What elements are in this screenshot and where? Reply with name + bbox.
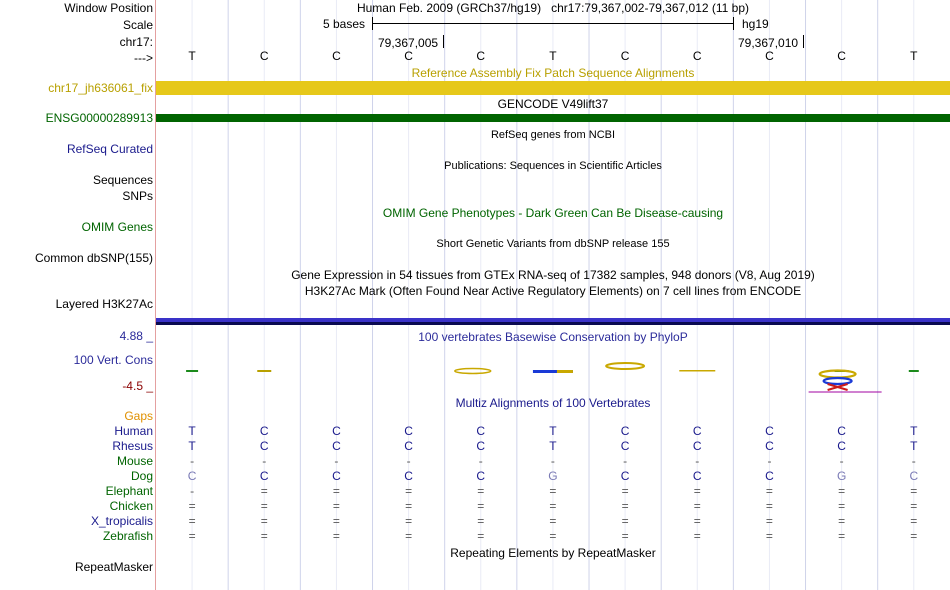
publications-track-title: Publications: Sequences in Scientific Articles xyxy=(444,160,662,172)
species-label-chicken[interactable]: Chicken xyxy=(109,499,153,513)
alignment-base: C xyxy=(620,439,630,453)
species-label-zebrafish[interactable]: Zebrafish xyxy=(102,529,153,543)
conservation-logo-plot xyxy=(156,358,950,394)
alignment-base: C xyxy=(404,439,413,453)
alignment-base: - xyxy=(695,454,700,468)
alignment-base: C xyxy=(620,424,630,438)
alignment-base: = xyxy=(260,499,268,513)
refseq-track-title: RefSeq genes from NCBI xyxy=(490,129,616,141)
alignment-base: = xyxy=(405,529,413,543)
alignment-base: = xyxy=(838,529,846,543)
alignment-base: - xyxy=(911,454,916,468)
alignment-base: = xyxy=(260,514,268,528)
alignment-base: T xyxy=(188,424,196,438)
coord-label-2: 79,367,010 xyxy=(738,36,799,50)
gencode-gene-bar[interactable] xyxy=(156,114,950,122)
alignment-base: = xyxy=(765,484,773,498)
phylop-label[interactable]: 100 Vert. Cons xyxy=(73,353,153,367)
reference-base: C xyxy=(620,49,630,63)
alignment-base: = xyxy=(332,514,340,528)
alignment-base: = xyxy=(188,499,196,513)
gtex-track-title: Gene Expression in 54 tissues from GTEx RNA-seq of 17382 samples, 948 donors (V8, Aug 2019) xyxy=(291,268,815,282)
alignment-base: - xyxy=(767,454,772,468)
reference-base: C xyxy=(332,49,341,63)
alignment-base: = xyxy=(765,514,773,528)
reference-base: T xyxy=(910,49,918,63)
alignment-base: = xyxy=(477,529,485,543)
dbsnp-track-title: Short Genetic Variants from dbSNP release 155 xyxy=(436,238,670,250)
alignment-base: = xyxy=(910,514,918,528)
alignment-base: T xyxy=(910,439,918,453)
alignment-base: - xyxy=(190,454,195,468)
alignment-base: = xyxy=(405,484,413,498)
scale-value: 5 bases xyxy=(323,17,366,31)
reference-base: T xyxy=(188,49,196,63)
alignment-base: = xyxy=(405,499,413,513)
alignment-base: C xyxy=(259,469,269,483)
alignment-base: = xyxy=(838,499,846,513)
alignment-base: - xyxy=(623,454,628,468)
reference-base: C xyxy=(765,49,774,63)
phylop-track-title: 100 vertebrates Basewise Conservation by PhyloP xyxy=(418,330,688,344)
alignment-base: C xyxy=(404,424,413,438)
alignment-base: = xyxy=(910,484,918,498)
alignment-base: C xyxy=(837,439,846,453)
assembly-label: hg19 xyxy=(742,17,769,31)
fix-patch-bar[interactable] xyxy=(156,81,950,95)
alignment-base: = xyxy=(693,529,701,543)
scale-bar-right-tick xyxy=(733,17,734,30)
alignment-base: C xyxy=(837,424,846,438)
repeatmasker-track-title: Repeating Elements by RepeatMasker xyxy=(450,546,656,560)
alignment-base: C xyxy=(692,439,702,453)
alignment-base: - xyxy=(334,454,339,468)
alignment-base: = xyxy=(549,499,557,513)
alignment-base: = xyxy=(765,499,773,513)
fix-patch-track-title: Reference Assembly Fix Patch Sequence Alignments xyxy=(411,66,695,80)
alignment-base: = xyxy=(188,529,196,543)
alignment-base: = xyxy=(693,514,701,528)
omim-track-title: OMIM Gene Phenotypes - Dark Green Can Be Disease-causing xyxy=(382,206,724,220)
omim-genes-label[interactable]: OMIM Genes xyxy=(81,220,153,234)
window-position-value: Human Feb. 2009 (GRCh37/hg19) chr17:79,367,002-79,367,012 (11 bp) xyxy=(356,1,750,15)
h3k27ac-track-title: H3K27Ac Mark (Often Found Near Active Regulatory Elements) on 7 cell lines from ENCODE xyxy=(304,284,802,298)
gaps-label[interactable]: Gaps xyxy=(124,409,153,423)
snps-label[interactable]: SNPs xyxy=(122,189,153,203)
alignment-base: = xyxy=(477,484,485,498)
alignment-base: C xyxy=(476,439,486,453)
alignment-base: C xyxy=(765,424,774,438)
alignment-base: = xyxy=(765,529,773,543)
alignment-base: C xyxy=(765,439,774,453)
reference-base: T xyxy=(549,49,557,63)
alignment-base: = xyxy=(332,484,340,498)
chrom-label: chr17: xyxy=(119,35,153,49)
alignment-base: C xyxy=(332,439,341,453)
species-label-rhesus[interactable]: Rhesus xyxy=(112,439,153,453)
scale-bar xyxy=(372,23,733,24)
reference-base: C xyxy=(404,49,413,63)
coord-label-1: 79,367,005 xyxy=(378,36,439,50)
fix-patch-label[interactable]: chr17_jh636061_fix xyxy=(48,81,153,95)
reference-base: C xyxy=(476,49,486,63)
reference-base: C xyxy=(837,49,846,63)
alignment-base: - xyxy=(190,484,195,498)
alignment-base: T xyxy=(910,424,918,438)
species-label-elephant[interactable]: Elephant xyxy=(105,484,153,498)
phylop-min-label: -4.5 _ xyxy=(122,379,153,393)
alignment-base: = xyxy=(621,529,629,543)
alignment-base: C xyxy=(187,469,197,483)
publications-sequences-label[interactable]: Sequences xyxy=(92,173,153,187)
window-position-label: Window Position xyxy=(64,1,153,15)
alignment-base: C xyxy=(332,424,341,438)
alignment-base: C xyxy=(404,469,413,483)
alignment-base: - xyxy=(406,454,411,468)
alignment-base: = xyxy=(693,484,701,498)
alignment-base: = xyxy=(549,529,557,543)
alignment-base: = xyxy=(332,499,340,513)
species-label-x_tropicalis[interactable]: X_tropicalis xyxy=(90,514,153,528)
coord-tick-1 xyxy=(443,35,444,48)
alignment-base: G xyxy=(548,469,558,483)
alignment-base: = xyxy=(549,514,557,528)
alignment-base: = xyxy=(405,514,413,528)
phylop-max-label: 4.88 _ xyxy=(119,329,153,343)
alignment-base: C xyxy=(620,469,630,483)
alignment-base: - xyxy=(262,454,267,468)
alignment-base: = xyxy=(621,499,629,513)
alignment-base: = xyxy=(477,499,485,513)
alignment-base: = xyxy=(910,499,918,513)
alignment-base: = xyxy=(693,499,701,513)
alignment-base: = xyxy=(477,514,485,528)
scale-label: Scale xyxy=(122,18,153,32)
multiz-track-title: Multiz Alignments of 100 Vertebrates xyxy=(455,396,651,410)
alignment-base: T xyxy=(188,439,196,453)
alignment-base: = xyxy=(910,529,918,543)
gencode-gene-label[interactable]: ENSG00000289913 xyxy=(45,111,153,125)
alignment-base: = xyxy=(549,484,557,498)
alignment-base: T xyxy=(549,424,557,438)
alignment-base: = xyxy=(838,514,846,528)
alignment-base: - xyxy=(478,454,483,468)
alignment-base: C xyxy=(476,424,486,438)
reference-base: C xyxy=(692,49,702,63)
alignment-base: = xyxy=(621,514,629,528)
alignment-base: C xyxy=(259,424,269,438)
alignment-base: G xyxy=(836,469,847,483)
alignment-base: C xyxy=(332,469,341,483)
h3k27ac-signal-bar-base xyxy=(156,322,950,325)
alignment-base: = xyxy=(838,484,846,498)
alignment-base: = xyxy=(188,514,196,528)
alignment-base: = xyxy=(260,484,268,498)
refseq-curated-label[interactable]: RefSeq Curated xyxy=(66,142,153,156)
alignment-base: - xyxy=(550,454,555,468)
alignment-base: - xyxy=(839,454,844,468)
alignment-base: = xyxy=(332,529,340,543)
alignment-base: C xyxy=(692,424,702,438)
species-label-human[interactable]: Human xyxy=(114,424,153,438)
strand-label: ---> xyxy=(134,51,153,65)
alignment-base: C xyxy=(765,469,774,483)
species-label-dog[interactable]: Dog xyxy=(130,469,153,483)
dbsnp-label[interactable]: Common dbSNP(155) xyxy=(34,251,153,265)
repeatmasker-label[interactable]: RepeatMasker xyxy=(74,560,153,574)
h3k27ac-label[interactable]: Layered H3K27Ac xyxy=(55,297,153,311)
alignment-base: C xyxy=(476,469,486,483)
alignment-base: C xyxy=(909,469,919,483)
alignment-base: = xyxy=(621,484,629,498)
alignment-base: C xyxy=(259,439,269,453)
species-label-mouse[interactable]: Mouse xyxy=(116,454,153,468)
alignment-base: = xyxy=(260,529,268,543)
alignment-base: T xyxy=(549,439,557,453)
alignment-base: C xyxy=(692,469,702,483)
reference-base: C xyxy=(259,49,269,63)
coord-tick-2 xyxy=(803,35,804,48)
gencode-track-title: GENCODE V49lift37 xyxy=(497,97,609,111)
